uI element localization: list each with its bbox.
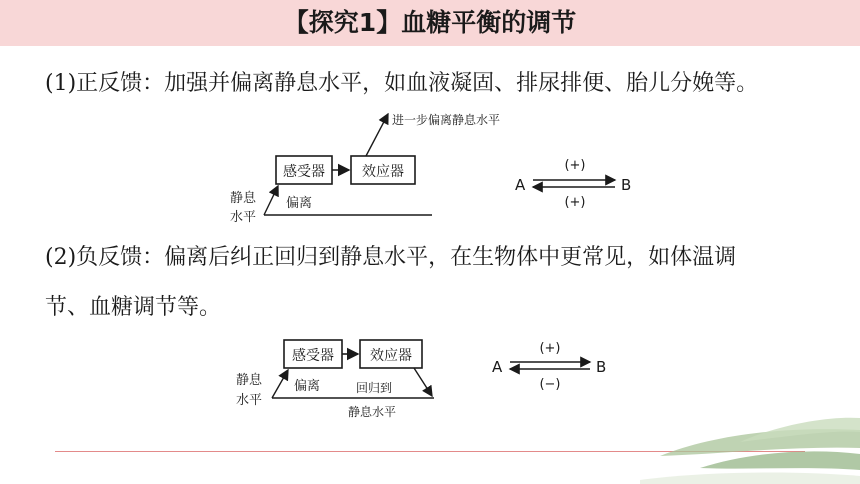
node-b: B [621, 176, 632, 194]
resting-label-line1: 静息 [230, 191, 257, 206]
negative-feedback-text-line2: 节、血糖调节等。 [45, 295, 222, 320]
resting-label-line1: 静息 [236, 373, 263, 388]
return-label-line1: 回归到 [356, 381, 393, 395]
effector-label: 效应器 [362, 164, 404, 180]
positive-feedback-diagram [220, 106, 501, 232]
bamboo-decoration [640, 396, 860, 484]
node-a: A [492, 358, 503, 376]
positive-ab-diagram [505, 150, 645, 212]
return-arrow [414, 368, 432, 396]
bottom-sign: (+) [564, 195, 586, 210]
positive-feedback-text: (1)正反馈：加强并偏离静息水平，如血液凝固、排尿排便、胎儿分娩等。 [45, 71, 759, 96]
receptor-label: 感受器 [283, 164, 325, 180]
negative-feedback-diagram [228, 334, 448, 426]
node-b: B [596, 358, 607, 376]
deviation-arrow [272, 370, 288, 398]
further-deviation-arrow [366, 114, 388, 156]
slide-title: 【探究1】血糖平衡的调节 [283, 8, 577, 37]
bottom-sign: (−) [539, 377, 561, 392]
top-sign: (+) [564, 158, 586, 173]
effector-label: 效应器 [370, 348, 412, 364]
resting-label-line2: 水平 [230, 210, 257, 225]
node-a: A [515, 176, 526, 194]
resting-label-line2: 水平 [236, 393, 263, 408]
receptor-label: 感受器 [292, 348, 334, 364]
top-sign: (+) [539, 341, 561, 356]
further-deviation-label: 进一步偏离静息水平 [392, 113, 501, 127]
deviate-label: 偏离 [286, 196, 313, 211]
return-label-line2: 静息水平 [348, 405, 397, 419]
negative-ab-diagram [484, 336, 624, 398]
deviate-label: 偏离 [294, 379, 321, 394]
negative-feedback-text-line1: (2)负反馈：偏离后纠正回归到静息水平，在生物体中更常见，如体温调 [45, 245, 737, 270]
deviation-arrow [264, 186, 278, 215]
